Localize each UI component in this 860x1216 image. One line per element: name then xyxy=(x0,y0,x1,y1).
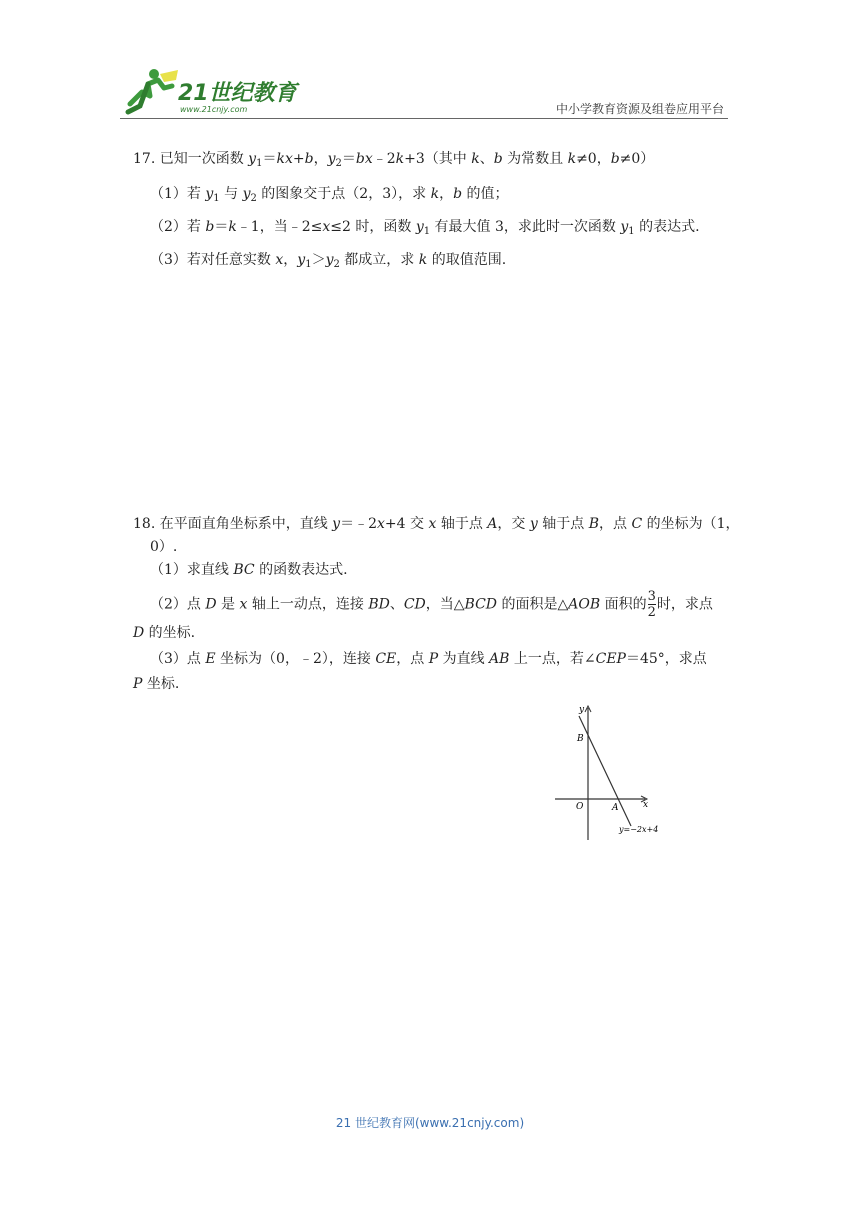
point-b-label: B xyxy=(577,734,584,744)
q17-part1: （1）若 $y_1$ 与 $y_2$ 的图象交于点（2，3），求 k，b 的值； xyxy=(150,186,509,204)
logo-text: 21世纪教育 xyxy=(178,81,297,106)
q18-part3: （3）点 E 坐标为（0，﹣2），连接 CE，点 P 为直线 AB 上一点，若∠CEP＝45°，求点 xyxy=(150,651,707,667)
q17-number: 17. xyxy=(133,151,156,167)
q18-intro: 18. 在平面直角坐标系中，直线 y＝﹣2x+4 交 x 轴于点 A，交 y 轴于点 B，点 C 的坐标为（1， xyxy=(133,516,740,532)
line-ab xyxy=(579,716,631,826)
coordinate-figure xyxy=(555,702,680,842)
runner-icon xyxy=(128,69,178,112)
q18-part3-cont: P 坐标. xyxy=(133,676,180,692)
line-equation-label: y=−2x+4 xyxy=(619,825,659,834)
q17-intro: 17. 已知一次函数 $y_1=kx+b$，$y_2=bx﹣2k+3$（其中 k、b 为常数且 k≠0，b≠0） xyxy=(133,151,655,169)
origin-label: O xyxy=(576,802,584,812)
site-logo xyxy=(120,66,310,116)
page-footer: 21 世纪教育网(www.21cnjy.com) xyxy=(335,1116,525,1130)
q17-part2: （2）若 b＝k﹣1，当﹣2≤x≤2 时，函数 $y_1$ 有最大值 3，求此时一次函数 $y_1$ 的表达式. xyxy=(150,219,700,237)
y-axis-label: y xyxy=(579,705,585,715)
platform-tagline: 中小学教育资源及组卷应用平台 xyxy=(555,102,724,116)
fraction-three-halves: $\frac{3}{2}$ xyxy=(647,589,656,620)
q18-part2-cont: D 的坐标. xyxy=(133,625,196,641)
q18-part1: （1）求直线 BC 的函数表达式. xyxy=(150,562,348,578)
header-divider xyxy=(120,118,728,119)
q18-intro-cont: 0）. xyxy=(150,539,178,555)
q18-part2: （2）点 D 是 x 轴上一动点，连接 BD、CD，当△BCD 的面积是△AOB 面积的 $\frac{3}{2}$ 时，求点 xyxy=(150,589,713,620)
point-a-label: A xyxy=(612,803,619,813)
logo-url: www.21cnjy.com xyxy=(180,105,248,114)
q17-part3: （3）若对任意实数 x，$y_1>y_2$ 都成立，求 k 的取值范围. xyxy=(150,252,507,270)
page-header xyxy=(120,66,728,118)
x-axis-label: x xyxy=(643,800,649,810)
